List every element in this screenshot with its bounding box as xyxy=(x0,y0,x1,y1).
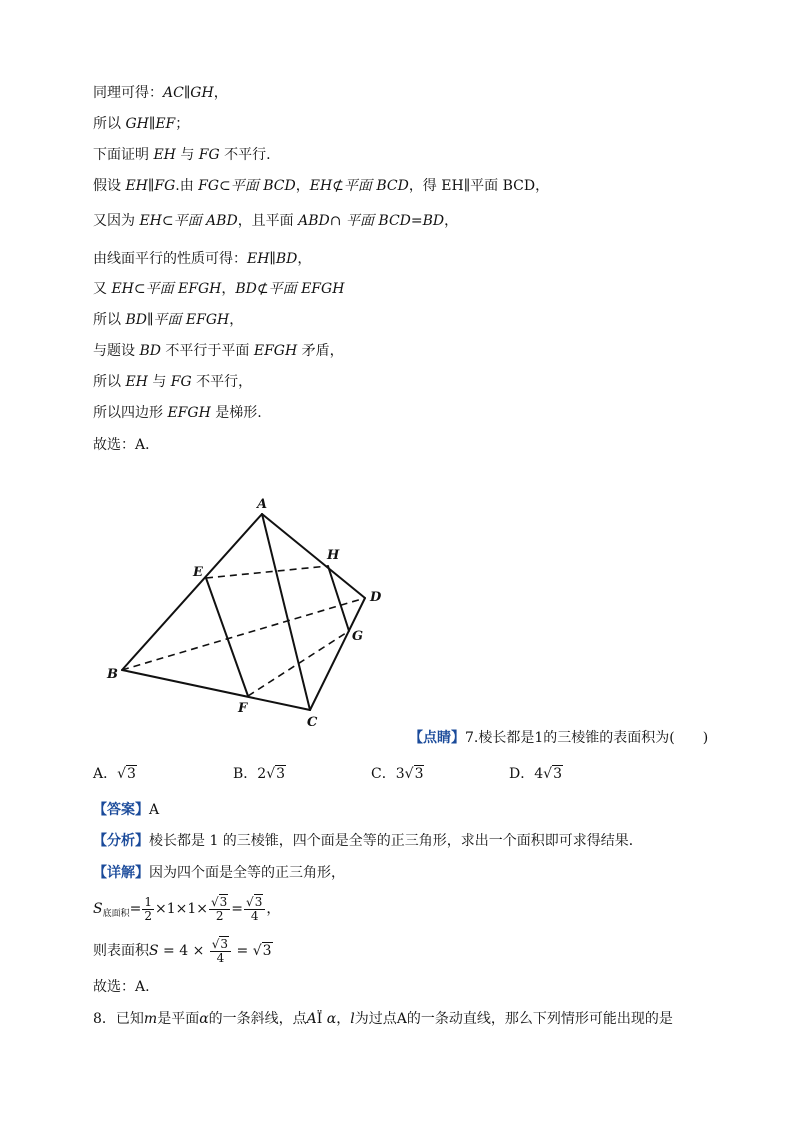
conclusion-line: 故选：A. xyxy=(93,979,150,995)
proof-line-11: 所以四边形 EFGH 是梯形. xyxy=(93,405,262,421)
segment-EF xyxy=(206,578,248,696)
answer-line: 【答案】A xyxy=(93,802,160,818)
option-d: D．4√3 xyxy=(509,766,562,782)
proof-line-8: 所以 BD∥平面 EFGH， xyxy=(93,312,244,328)
tetrahedron-figure xyxy=(100,490,400,735)
edge-AB xyxy=(122,514,262,670)
option-c: C．3√3 xyxy=(371,766,424,782)
proof-line-3: 下面证明 EH 与 FG 不平行. xyxy=(93,147,271,163)
proof-line-1: 同理可得：AC∥GH， xyxy=(93,85,228,101)
proof-line-7: 又 EH⊂平面 EFGH，BD⊄平面 EFGH xyxy=(93,281,345,297)
proof-line-6: 由线面平行的性质可得：EH∥BD， xyxy=(93,251,312,267)
dianjing-tag: 【点睛】 xyxy=(409,730,465,746)
edge-AD xyxy=(262,514,365,598)
detail-line: 【详解】因为四个面是全等的正三角形， xyxy=(93,865,345,881)
proof-line-12: 故选：A． xyxy=(93,437,160,453)
proof-line-4: 假设 EH∥FG.由 FG⊂平面 BCD，EH⊄平面 BCD，得 EH∥平面 BCD， xyxy=(93,178,550,194)
edge-CD xyxy=(310,598,365,710)
formula-surface-area: 则表面积S = 4 × $\frac{√3}{4}$ = √3 xyxy=(93,936,272,965)
label-C: C xyxy=(307,715,318,730)
label-B: B xyxy=(107,667,118,682)
q7-options xyxy=(93,763,693,783)
detail-tag: 【详解】 xyxy=(93,865,149,881)
answer-tag: 【答案】 xyxy=(93,802,149,818)
dashed-EH xyxy=(206,566,328,578)
dashed-BD xyxy=(122,598,365,670)
option-b: B．2√3 xyxy=(233,766,286,782)
label-A: A xyxy=(257,497,268,512)
proof-line-5: 又因为 EH⊂平面 ABD，且平面 ABD∩ 平面 BCD=BD， xyxy=(93,213,459,229)
analysis-tag: 【分析】 xyxy=(93,833,149,849)
label-D: D xyxy=(370,590,382,605)
q7-stem: 【点睛】7.棱长都是1的三棱锥的表面积为( ) xyxy=(409,730,709,746)
proof-line-2: 所以 GH∥EF； xyxy=(93,116,190,132)
proof-line-10: 所以 EH 与 FG 不平行， xyxy=(93,374,253,390)
label-H: H xyxy=(327,548,340,563)
edge-AC xyxy=(262,514,310,710)
option-a: A．√3 xyxy=(93,766,136,782)
label-G: G xyxy=(352,629,364,644)
proof-line-9: 与题设 BD 不平行于平面 EFGH 矛盾， xyxy=(93,343,344,359)
analysis-line: 【分析】棱长都是 1 的三棱锥，四个面是全等的正三角形，求出一个面积即可求得结果． xyxy=(93,833,643,849)
q8-stem: 8．已知m是平面α的一条斜线，点AÏ α，l为过点A的一条动直线，那么下列情形可能出现的是 xyxy=(93,1011,673,1027)
edge-BC xyxy=(122,670,310,710)
label-E: E xyxy=(193,565,203,580)
formula-base-area: $S_{底面积}=$ $\frac{1}{2}$ ×1×1× $\frac{√3}{2}$ = $\frac{√3}{4}$ ， xyxy=(93,894,281,923)
label-F: F xyxy=(238,701,248,716)
